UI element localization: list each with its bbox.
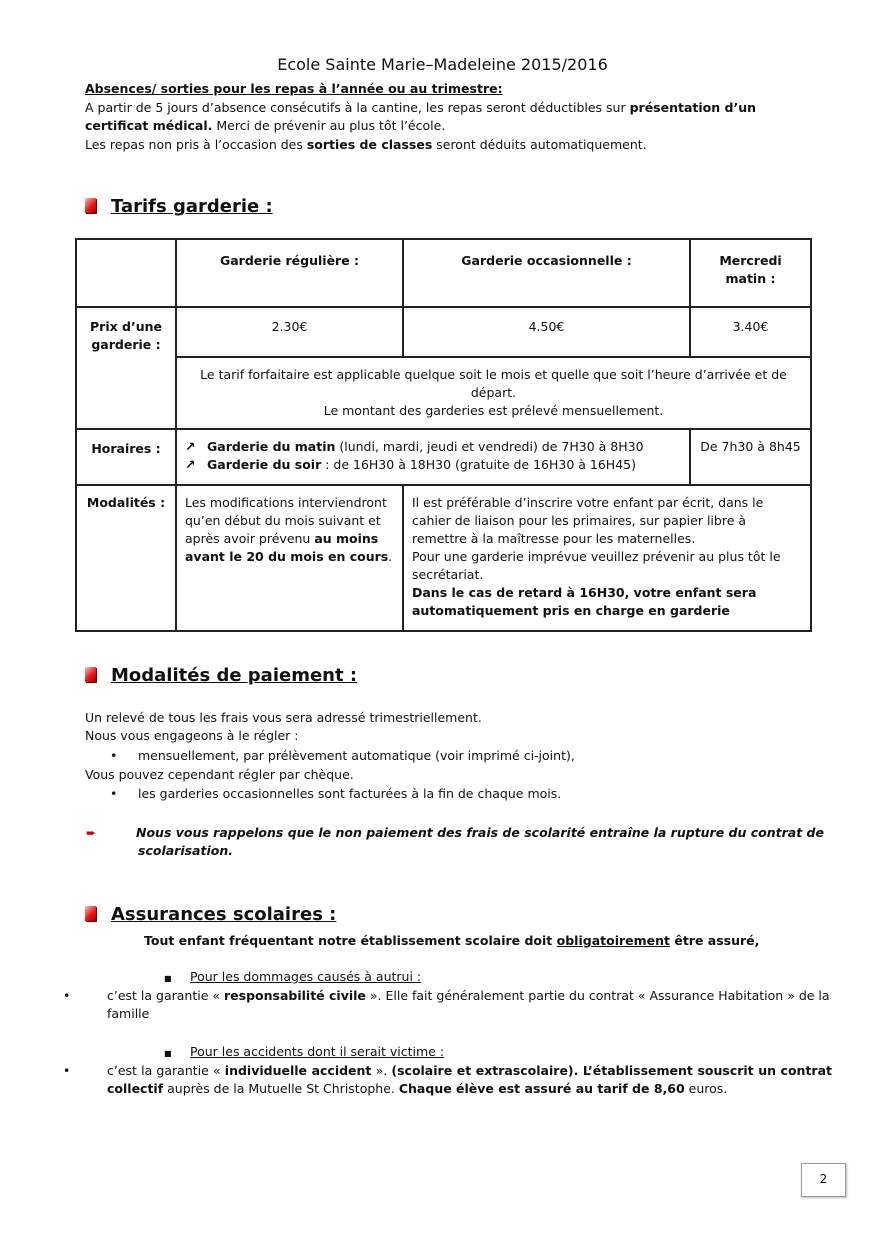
prix-mercredi: 3.40€ (690, 307, 811, 357)
page-number: 2 (801, 1163, 846, 1197)
absences-paragraph-1: A partir de 5 jours d’absence consécutifs à la cantine, les repas seront déductibles sur présentation d’un certificat médical. Merci de prévenir au plus tôt l’école. (85, 100, 757, 133)
row-modalites-label: Modalités : (76, 485, 176, 631)
row-prix-label: Prix d’une garderie : (76, 307, 176, 429)
horaires-mercredi: De 7h30 à 8h45 (690, 429, 811, 485)
red-square-icon (85, 906, 96, 921)
horaire-soir: ↗ Garderie du soir : de 16H30 à 18H30 (gratuite de 16H30 à 16H45) (185, 457, 636, 472)
horaires-cell (176, 429, 690, 485)
paiement-line-3: Vous pouvez cependant régler par chèque. (85, 767, 354, 782)
assurances-heading: Assurances scolaires : (85, 904, 336, 926)
assurances-paragraph-2: • c’est la garantie « individuelle accident ». (scolaire et extrascolaire). L’établissement souscrit un contrat collectif auprès de la Mutuelle St Christophe. Chaque élève est assuré au tarif de 8,60 euros. (63, 1063, 832, 1096)
modalites-reguliere: Les modifications interviendront qu’en début du mois suivant et après avoir prévenu au moins avant le 20 du mois en cours. (176, 485, 403, 631)
page-title: Ecole Sainte Marie–Madeleine 2015/2016 (277, 55, 608, 74)
tarifs-heading: Tarifs garderie : (85, 196, 273, 218)
prix-reguliere: 2.30€ (176, 307, 403, 357)
row-horaires-label: Horaires : (76, 429, 176, 485)
paiement-heading: Modalités de paiement : (85, 665, 357, 687)
paiement-warning: ➨ Nous vous rappelons que le non paiement des frais de scolarité entraîne la rupture du contrat de scolarisation. (86, 825, 824, 858)
table-corner-cell (76, 239, 176, 307)
assurances-sub-2: ■ Pour les accidents dont il serait victime : (164, 1044, 445, 1059)
paiement-line-2: Nous vous engageons à le régler : (85, 728, 299, 743)
assurances-sub-1: ■ Pour les dommages causés à autrui : (164, 969, 422, 984)
absences-heading: Absences/ sorties pour les repas à l’année ou au trimestre: (85, 81, 503, 96)
paiement-bullet-2: • les garderies occasionnelles sont facturées à la fin de chaque mois. (110, 786, 562, 801)
col-occasionnelle: Garderie occasionnelle : (403, 239, 690, 307)
red-square-icon (85, 667, 96, 682)
swirl-arrow-icon: ↗ (185, 439, 196, 454)
prix-occasionnelle: 4.50€ (403, 307, 690, 357)
paiement-line-1: Un relevé de tous les frais vous sera adressé trimestriellement. (85, 710, 482, 725)
assurances-paragraph-1: • c’est la garantie « responsabilité civile ». Elle fait généralement partie du contrat « Assurance Habitation » de la famille (63, 988, 830, 1021)
assurances-intro: Tout enfant fréquentant notre établissement scolaire doit obligatoirement être assuré, (144, 933, 760, 948)
swirl-arrow-icon: ↗ (185, 457, 196, 472)
horaire-matin: ↗ Garderie du matin (lundi, mardi, jeudi et vendredi) de 7H30 à 8H30 (185, 439, 644, 454)
red-square-icon (85, 198, 96, 213)
col-mercredi: Mercredi matin : (690, 239, 811, 307)
red-arrow-icon: ➨ (86, 826, 97, 840)
tarifs-table (75, 238, 812, 632)
absences-paragraph-2: Les repas non pris à l’occasion des sorties de classes seront déduits automatiquement. (85, 137, 647, 152)
modalites-occasionnelle: Il est préférable d’inscrire votre enfant par écrit, dans le cahier de liaison pour les primaires, sur papier libre à remettre à la maîtresse pour les maternelles. Pour une garderie imprévue veuillez prévenir au plus tôt le secrétariat. Dans le cas de retard à 16H30, votre enfant sera automatiquement pris en charge en garderie (403, 485, 811, 631)
paiement-bullet-1: • mensuellement, par prélèvement automatique (voir imprimé ci-joint), (110, 748, 575, 763)
col-reguliere: Garderie régulière : (176, 239, 403, 307)
forfait-note: Le tarif forfaitaire est applicable quelque soit le mois et quelle que soit l’heure d’arrivée et de départ. Le montant des garderies est prélevé mensuellement. (176, 357, 811, 429)
